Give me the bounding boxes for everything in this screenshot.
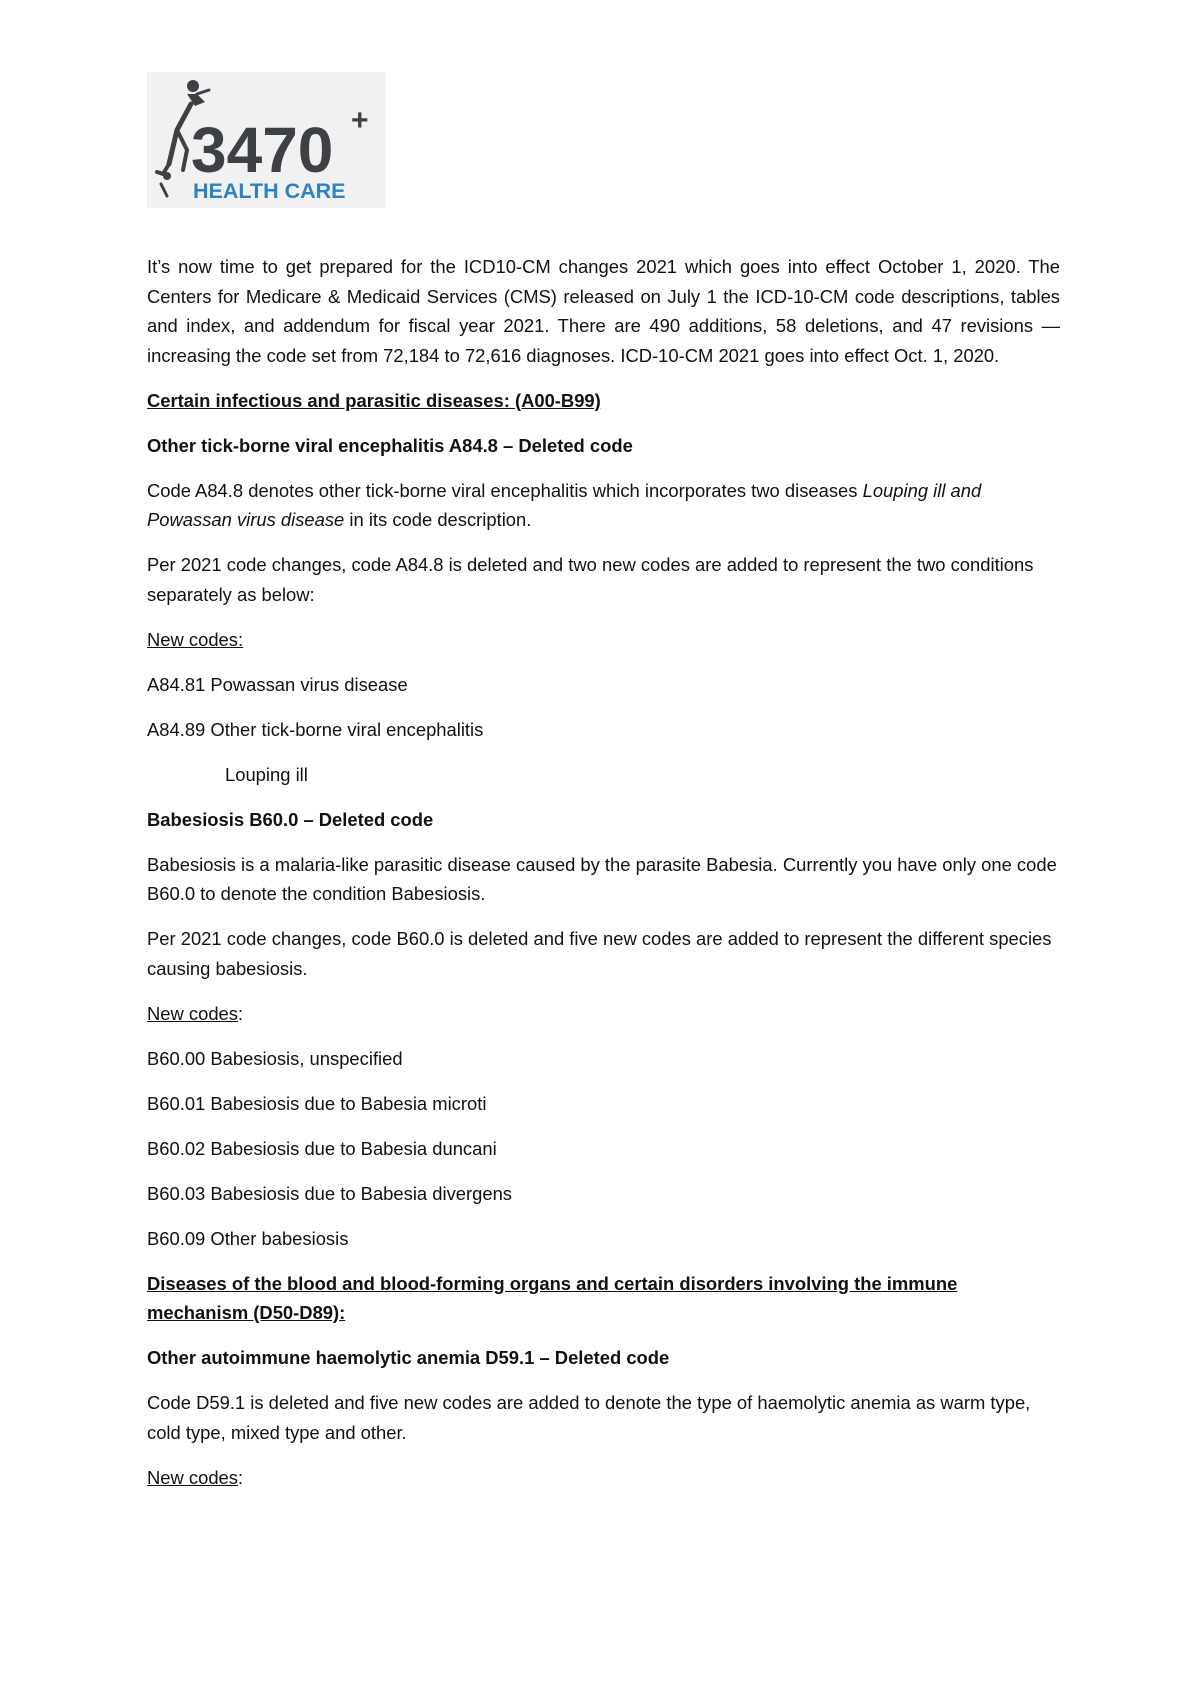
b60-description: Babesiosis is a malaria-like parasitic disease caused by the parasite Babesia. Currently you have only one code B60.0 to denote the condition Babesiosis. <box>147 853 1057 904</box>
code-item: B60.00 Babesiosis, unspecified <box>147 1047 403 1069</box>
code-item: B60.09 Other babesiosis <box>147 1227 349 1249</box>
label-colon: : <box>237 1466 244 1488</box>
code-item: A84.81 Powassan virus disease <box>147 673 408 695</box>
a84-desc-diseases: Louping ill and Powassan virus disease <box>147 479 982 530</box>
intro-paragraph: It’s now time to get prepared for the ICD10-CM changes 2021 which goes into effect October 1, 2020. The Centers for Medicare & Medicaid Services (CMS) released on July 1 the ICD-10-CM code descriptions, tables and index, and addendum for fiscal year 2021. There are 490 additions, 58 deletions, and 47 revisions — increasing the code set from 72,184 to 72,616 diagnoses. ICD-10-CM 2021 goes into effect Oct. 1, 2020. <box>147 256 1060 366</box>
d59-description: Code D59.1 is deleted and five new codes are added to denote the type of haemolytic anemia as warm type, cold type, mixed type and other. <box>147 1392 1031 1443</box>
new-codes-label: New codes <box>147 1002 238 1024</box>
logo-graphic <box>147 72 385 208</box>
logo-subtitle: HEALTH CARE <box>193 179 346 203</box>
a84-new-codes-label <box>147 625 1060 655</box>
a84-desc-text: Code A84.8 denotes other tick-borne viral encephalitis which incorporates two diseases <box>147 479 863 501</box>
label-colon: : <box>237 1002 244 1024</box>
b60-title: Babesiosis B60.0 – Deleted code <box>147 808 434 830</box>
logo-number: 3470 <box>191 114 334 186</box>
section-heading-blood: Diseases of the blood and blood-forming organs and certain disorders involving the immune mechanism (D50-D89): <box>147 1272 958 1323</box>
logo-plus: + <box>351 104 369 137</box>
a84-change: Per 2021 code changes, code A84.8 is deleted and two new codes are added to represent the two conditions separately as below: <box>147 554 1034 605</box>
a84-desc-text-end: in its code description. <box>344 509 532 530</box>
code-item: B60.02 Babesiosis due to Babesia duncani <box>147 1137 497 1159</box>
code-item: A84.89 Other tick-borne viral encephalitis <box>147 718 484 740</box>
document-body <box>147 252 1060 1508</box>
a84-description <box>147 476 1060 535</box>
b60-change: Per 2021 code changes, code B60.0 is deleted and five new codes are added to represent the different species causing babesiosis. <box>147 928 1052 979</box>
d59-new-codes-label <box>147 1463 1060 1493</box>
new-codes-label: New codes <box>147 1466 238 1488</box>
d59-title: Other autoimmune haemolytic anemia D59.1 – Deleted code <box>147 1347 670 1368</box>
section-heading-infectious: Certain infectious and parasitic diseases: (A00-B99) <box>147 389 601 411</box>
code-subitem: Louping ill <box>225 763 308 785</box>
a84-title: Other tick-borne viral encephalitis A84.8 – Deleted code <box>147 434 633 456</box>
code-item: B60.01 Babesiosis due to Babesia microti <box>147 1092 487 1114</box>
new-codes-label: New codes: <box>147 628 244 650</box>
b60-new-codes-label <box>147 999 1060 1029</box>
code-item: B60.03 Babesiosis due to Babesia divergens <box>147 1182 512 1204</box>
company-logo <box>147 72 385 208</box>
